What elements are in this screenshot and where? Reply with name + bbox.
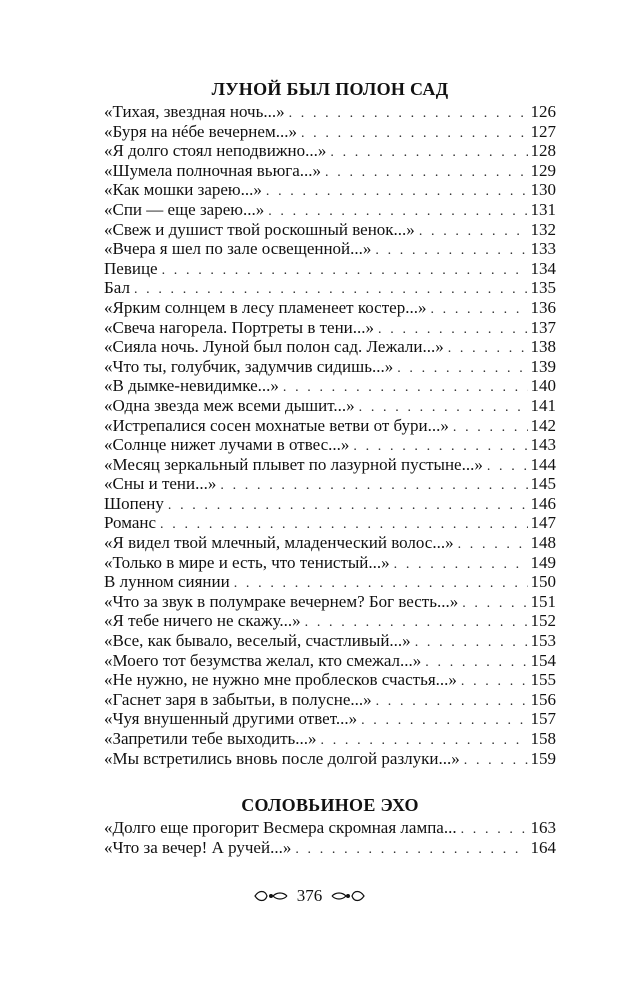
toc-entry-page: 149 [530, 552, 556, 572]
toc-entry-page: 157 [530, 709, 556, 729]
section-title: СОЛОВЬИНОЕ ЭХО [241, 795, 419, 816]
toc-entry-title: «Одна звезда меж всеми дышит...» [104, 395, 355, 415]
toc-entry[interactable] [104, 572, 556, 592]
dot-leader [266, 182, 528, 202]
dot-leader [462, 594, 528, 614]
toc-entry-page: 142 [530, 415, 556, 435]
toc-entry-page: 152 [530, 611, 556, 631]
toc-entry[interactable] [104, 357, 556, 377]
dot-leader [289, 104, 528, 124]
toc-entry-title: «Я тебе ничего не скажу...» [104, 611, 301, 631]
toc-entry[interactable] [104, 553, 556, 573]
toc-entry-title: «Что за звук в полумраке вечернем? Бог весть...» [104, 591, 459, 611]
dot-leader [415, 633, 528, 653]
toc-entry-page: 147 [530, 513, 556, 533]
toc-entry[interactable] [104, 102, 556, 122]
toc-entry-title: «Тихая, звездная ночь...» [104, 102, 285, 121]
page-number: 376 [296, 886, 323, 905]
toc-entry[interactable] [104, 416, 556, 436]
dot-leader [461, 820, 528, 840]
fleuron-ornament-icon [330, 888, 366, 904]
toc-entry-title: «Гаснет заря в забытьи, в полусне...» [104, 689, 372, 709]
toc-entry-title: «В дымке-невидимке...» [104, 376, 279, 396]
toc-entry[interactable] [104, 455, 556, 475]
dot-leader [453, 418, 528, 438]
toc-entry[interactable] [104, 729, 556, 749]
toc-entry[interactable] [104, 239, 556, 259]
toc-list [104, 818, 556, 857]
toc-entry-page: 154 [530, 650, 556, 670]
toc-list [104, 102, 556, 768]
toc-entry[interactable] [104, 651, 556, 671]
toc-entry[interactable] [104, 180, 556, 200]
toc-entry[interactable] [104, 533, 556, 553]
toc-entry-title: «Свеж и душист твой роскошный венок...» [104, 219, 415, 239]
section-title: ЛУНОЙ БЫЛ ПОЛОН САД [211, 79, 449, 99]
toc-entry-title: «Запретили тебе выходить...» [104, 729, 317, 748]
dot-leader [464, 751, 528, 771]
toc-entry[interactable] [104, 318, 556, 338]
toc-entry-page: 145 [530, 474, 556, 494]
toc-entry-title: «Что ты, голубчик, задумчив сидишь...» [104, 356, 394, 376]
toc-entry-page: 127 [530, 121, 556, 141]
toc-entry-title: Бал [104, 278, 130, 298]
toc-entry-page: 137 [530, 317, 556, 337]
toc-entry[interactable] [104, 494, 556, 514]
dot-leader [162, 261, 528, 281]
toc-entry-title: «Свеча нагорела. Портреты в тени...» [104, 317, 375, 337]
toc-entry-page: 158 [530, 729, 556, 748]
dot-leader [419, 222, 528, 242]
toc-entry[interactable] [104, 376, 556, 396]
toc-entry-page: 135 [530, 278, 556, 298]
dot-leader [430, 300, 528, 320]
page-footer [0, 886, 619, 906]
toc-entry[interactable] [104, 435, 556, 455]
toc-entry-page: 134 [530, 258, 556, 278]
toc-entry-page: 138 [530, 337, 556, 357]
toc-entry-title: «Моего тот безумства желал, кто смежал...» [104, 650, 422, 670]
toc-entry-title: «Вчера я шел по зале освещенной...» [104, 239, 372, 259]
dot-leader [325, 163, 528, 183]
toc-entry-page: 136 [530, 297, 556, 317]
toc-entry-page: 129 [530, 160, 556, 180]
toc-entry-title: «Истрепалися сосен мохнатые ветви от бури...» [104, 415, 449, 435]
toc-entry-page: 141 [530, 395, 556, 415]
toc-entry[interactable] [104, 259, 556, 279]
toc-entry-title: «Солнце нижет лучами в отвес...» [104, 435, 350, 455]
dot-leader [295, 840, 528, 860]
toc-entry[interactable] [104, 220, 556, 240]
section-divider [104, 768, 556, 792]
toc-entry[interactable] [104, 200, 556, 220]
toc-entry-title: «Мы встретились вновь после долгой разлуки...» [104, 748, 460, 768]
toc-entry-title: «Ярким солнцем в лесу пламенеет костер...» [104, 297, 427, 317]
toc-entry-page: 148 [530, 533, 556, 553]
toc-entry-page: 164 [530, 837, 556, 857]
toc-entry[interactable] [104, 670, 556, 690]
toc-entry[interactable] [104, 337, 556, 357]
toc-entry-title: «Буря на нéбе вечернем...» [104, 121, 297, 141]
toc-entry[interactable] [104, 298, 556, 318]
dot-leader [461, 672, 528, 692]
toc-entry-title: «Я видел твой млечный, младенческий волос...» [104, 533, 454, 553]
toc-entry-page: 146 [530, 493, 556, 513]
toc-entry-page: 126 [530, 102, 556, 121]
toc-entry[interactable] [104, 690, 556, 710]
dot-leader [458, 535, 528, 555]
fleuron-ornament-icon [253, 888, 289, 904]
toc-entry[interactable] [104, 592, 556, 612]
toc-entry-title: Шопену [104, 493, 164, 513]
toc-entry-page: 140 [530, 376, 556, 396]
toc-entry-page: 132 [530, 219, 556, 239]
toc-entry[interactable] [104, 818, 556, 838]
toc-entry[interactable] [104, 513, 556, 533]
toc-entry-page: 150 [530, 572, 556, 592]
dot-leader [361, 711, 528, 731]
toc-entry[interactable] [104, 141, 556, 161]
toc-entry[interactable] [104, 474, 556, 494]
toc-entry-page: 131 [530, 199, 556, 219]
toc-entry[interactable] [104, 631, 556, 651]
toc-entry-page: 133 [530, 239, 556, 259]
toc-entry-title: «Все, как бывало, веселый, счастливый...» [104, 631, 411, 651]
dot-leader [397, 359, 528, 379]
toc-entry[interactable] [104, 122, 556, 142]
toc-entry-page: 156 [530, 689, 556, 709]
toc-entry[interactable] [104, 838, 556, 858]
toc-entry-title: «Сны и тени...» [104, 474, 217, 494]
toc-entry-page: 151 [530, 591, 556, 611]
dot-leader [220, 476, 528, 496]
toc-entry-title: «Сияла ночь. Луной был полон сад. Лежали...» [104, 337, 444, 357]
toc-entry-title: «Спи — еще зарею...» [104, 199, 265, 219]
dot-leader [448, 339, 528, 359]
toc-entry-page: 130 [530, 180, 556, 200]
toc-section [104, 792, 556, 857]
toc-entry[interactable] [104, 396, 556, 416]
toc-entry-page: 155 [530, 670, 556, 690]
toc-entry-title: Романс [104, 513, 157, 533]
toc-entry-page: 144 [530, 454, 556, 474]
toc-entry-title: «Как мошки зарею...» [104, 180, 262, 200]
dot-leader [376, 692, 528, 712]
toc-entry-title: «Только в мире и есть, что тенистый...» [104, 552, 390, 572]
toc-section [104, 76, 556, 768]
toc-entry-title: В лунном сиянии [104, 572, 230, 592]
toc-entry-title: «Чуя внушенный другими ответ...» [104, 709, 358, 729]
toc-entry[interactable] [104, 161, 556, 181]
dot-leader [487, 457, 528, 477]
toc-entry-title: «Что за вечер! А ручей...» [104, 837, 292, 857]
toc-entry-page: 163 [530, 818, 556, 838]
toc-entry-page: 143 [530, 435, 556, 455]
toc-entry-title: «Шумела полночная вьюга...» [104, 160, 322, 180]
dot-leader [330, 143, 528, 163]
dot-leader [394, 555, 528, 575]
toc-entry[interactable] [104, 611, 556, 631]
toc-entry-title: «Долго еще прогорит Весмера скромная лампа... [104, 818, 457, 838]
toc-entry-title: «Не нужно, не нужно мне проблесков счастья...» [104, 670, 457, 690]
toc-entry-page: 139 [530, 356, 556, 376]
toc-entry[interactable] [104, 709, 556, 729]
toc-entry-title: «Месяц зеркальный плывет по лазурной пустыне...» [104, 454, 483, 474]
toc-entry[interactable] [104, 278, 556, 298]
dot-leader [301, 124, 528, 144]
dot-leader [375, 241, 528, 261]
toc-entry-page: 128 [530, 141, 556, 161]
toc-entry-title: «Я долго стоял неподвижно...» [104, 141, 327, 161]
toc-entry[interactable] [104, 749, 556, 769]
dot-leader [168, 496, 528, 516]
table-of-contents [104, 76, 556, 857]
toc-entry-page: 159 [530, 748, 556, 768]
toc-entry-title: Певице [104, 258, 158, 278]
toc-entry-page: 153 [530, 631, 556, 651]
